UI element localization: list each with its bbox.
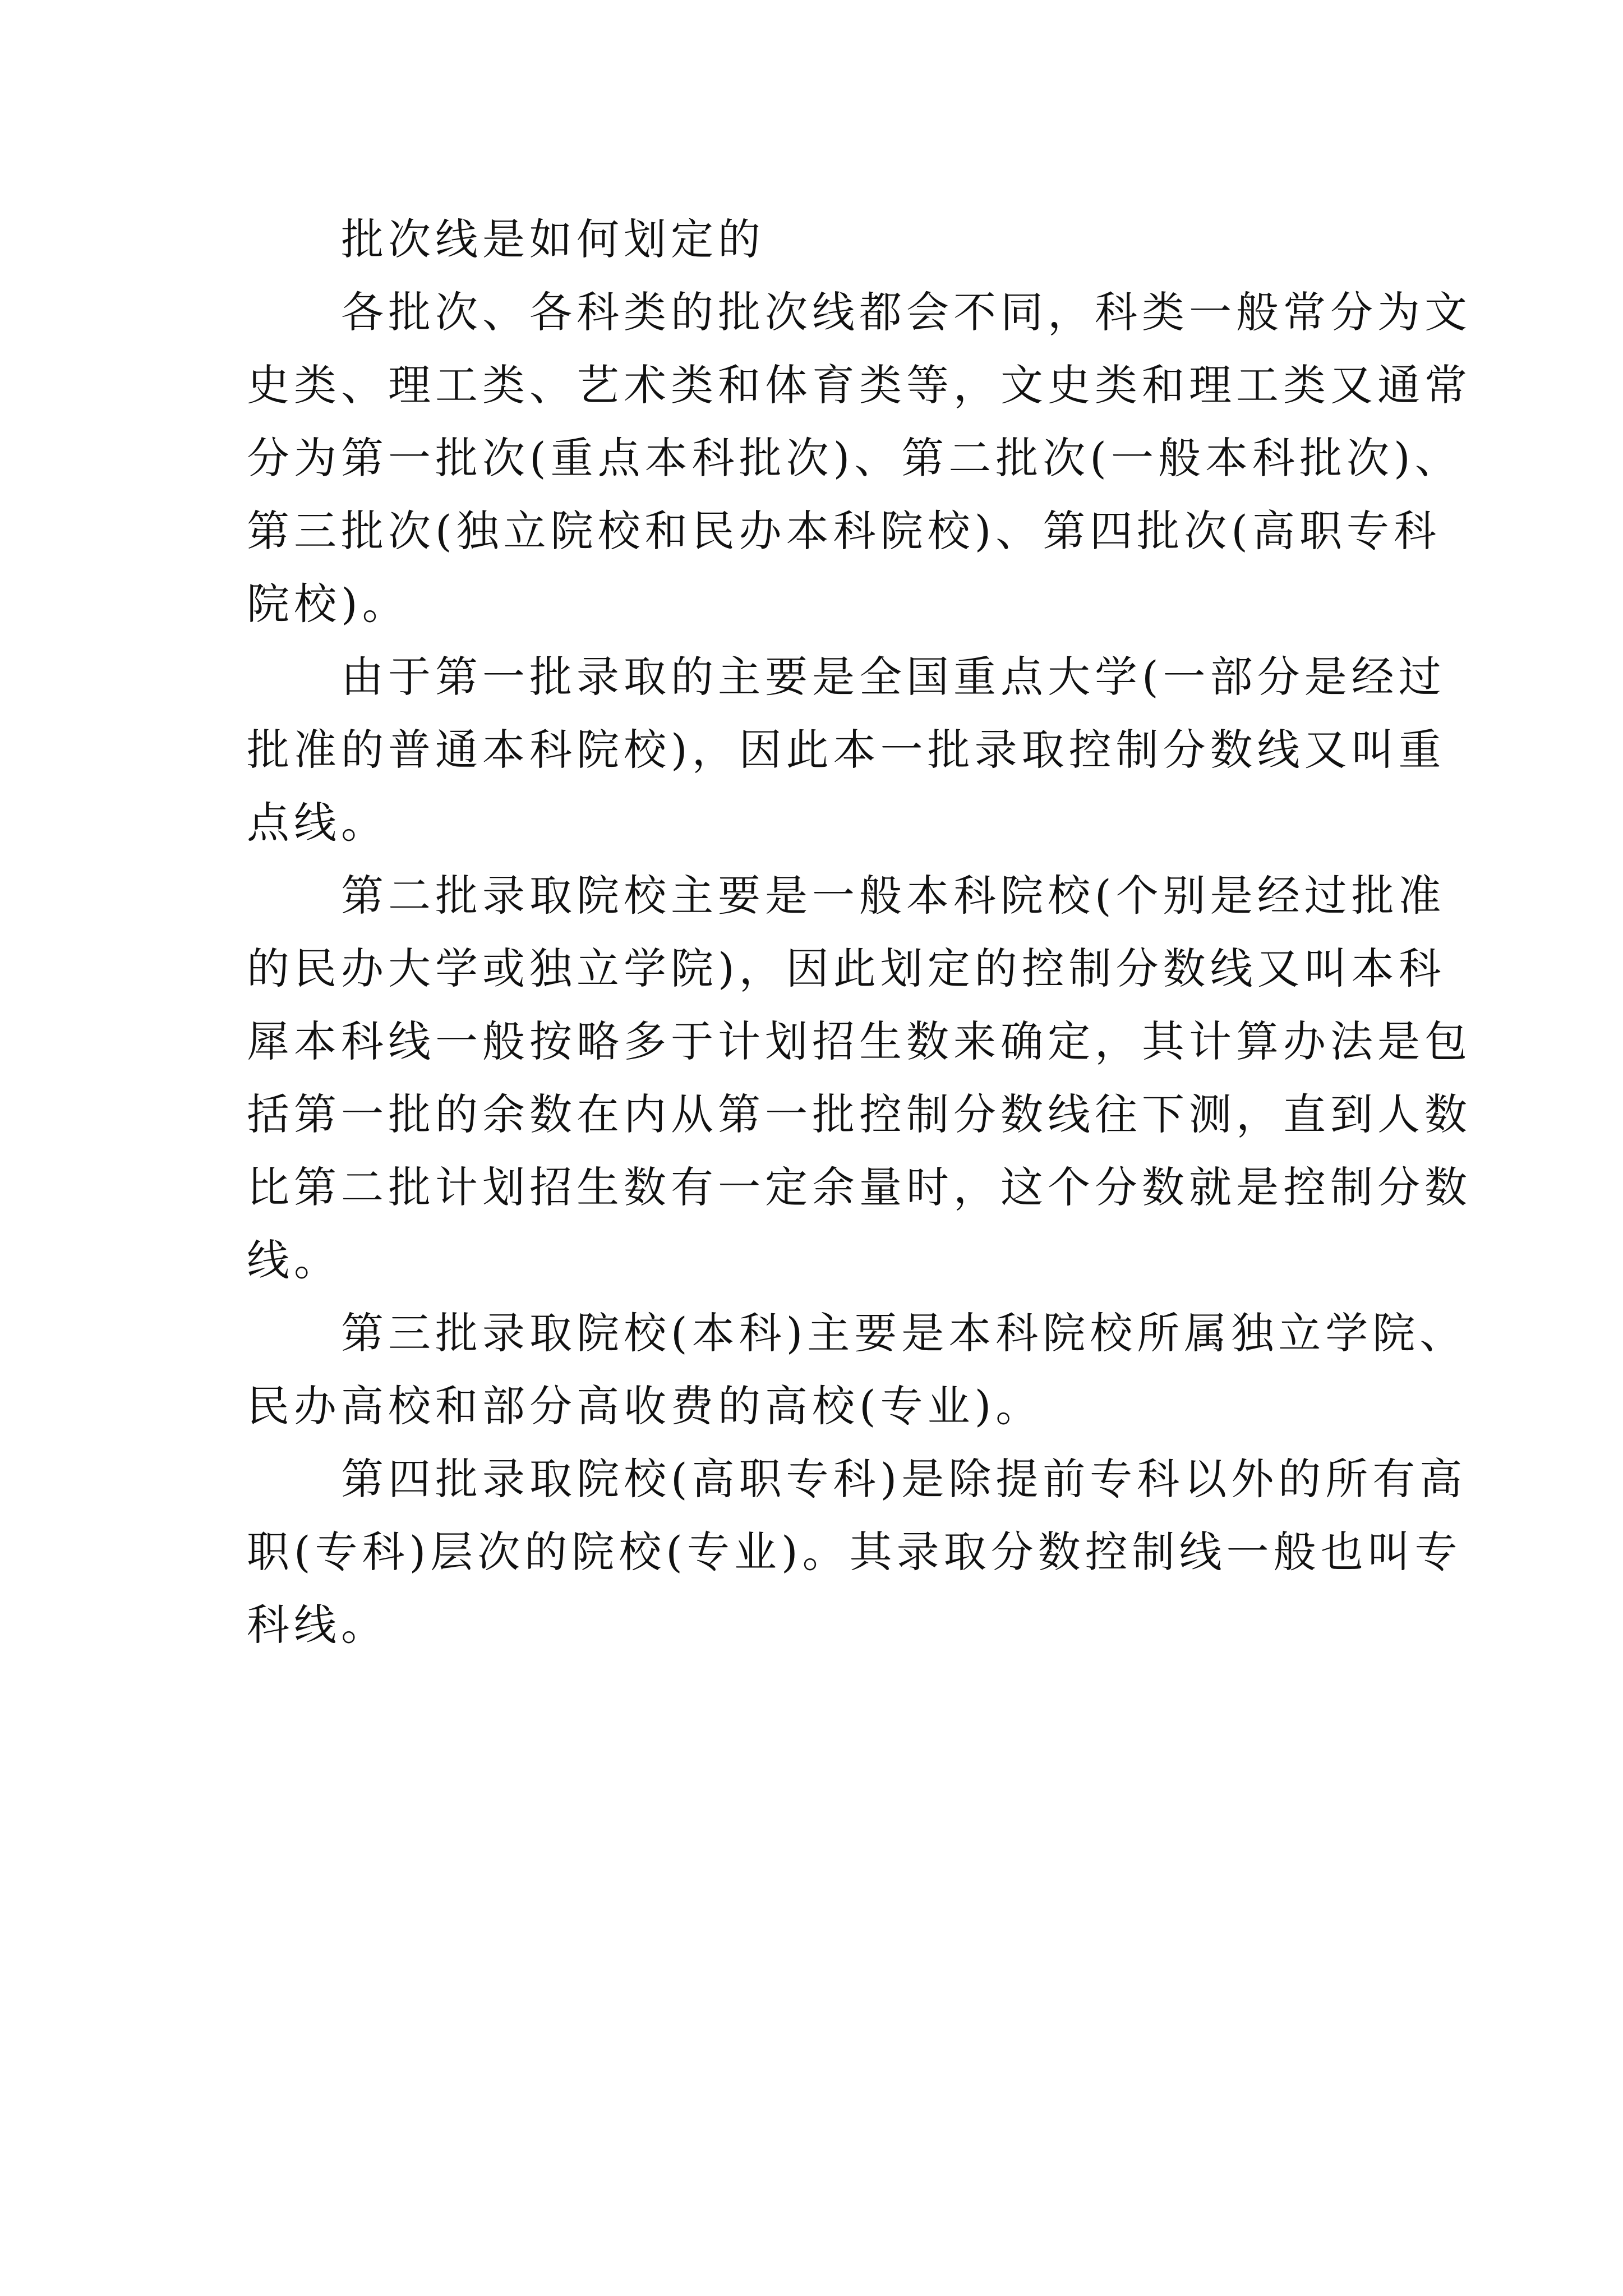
paragraph-line: 史类、理工类、艺术类和体育类等，文史类和理工类又通常 bbox=[247, 360, 1472, 410]
paragraph-1 bbox=[247, 276, 1472, 641]
paragraph-line: 第三批录取院校(本科)主要是本科院校所属独立学院、 bbox=[341, 1308, 1467, 1358]
paragraph-line: 第四批录取院校(高职专科)是除提前专科以外的所有高 bbox=[341, 1454, 1467, 1504]
paragraph-4 bbox=[247, 1297, 1467, 1443]
paragraph-line: 各批次、各科类的批次线都会不同，科类一般常分为文 bbox=[341, 287, 1472, 337]
paragraph-line: 科线。 bbox=[247, 1600, 388, 1650]
paragraph-line: 第二批录取院校主要是一般本科院校(个别是经过批准 bbox=[341, 871, 1446, 921]
paragraph-line: 由于第一批录取的主要是全国重点大学(一部分是经过 bbox=[341, 652, 1446, 702]
paragraph-2 bbox=[247, 641, 1446, 859]
paragraph-line: 批准的普通本科院校)，因此本一批录取控制分数线又叫重 bbox=[247, 725, 1446, 775]
paragraph-line: 括第一批的余数在内从第一批控制分数线往下测，直到人数 bbox=[247, 1089, 1472, 1139]
paragraph-line: 分为第一批次(重点本科批次)、第二批次(一般本科批次)、 bbox=[247, 433, 1462, 483]
paragraph-line: 的民办大学或独立学院)，因此划定的控制分数线又叫本科 bbox=[247, 944, 1446, 993]
document-title: 批次线是如何划定的 bbox=[341, 214, 765, 264]
paragraph-5 bbox=[247, 1443, 1467, 1662]
paragraph-line: 比第二批计划招生数有一定余量时，这个分数就是控制分数 bbox=[247, 1162, 1472, 1212]
paragraph-line: 民办高校和部分高收费的高校(专业)。 bbox=[247, 1381, 1043, 1431]
paragraph-line: 职(专科)层次的院校(专业)。其录取分数控制线一般也叫专 bbox=[247, 1527, 1462, 1577]
paragraph-3 bbox=[247, 859, 1472, 1297]
document-body bbox=[247, 203, 1472, 1662]
paragraph-line: 线。 bbox=[247, 1235, 341, 1285]
paragraph-line: 点线。 bbox=[247, 798, 388, 848]
paragraph-line: 院校)。 bbox=[247, 579, 409, 629]
paragraph-line: 犀本科线一般按略多于计划招生数来确定，其计算办法是包 bbox=[247, 1016, 1472, 1066]
paragraph-line: 第三批次(独立院校和民办本科院校)、第四批次(高职专科 bbox=[247, 506, 1441, 556]
